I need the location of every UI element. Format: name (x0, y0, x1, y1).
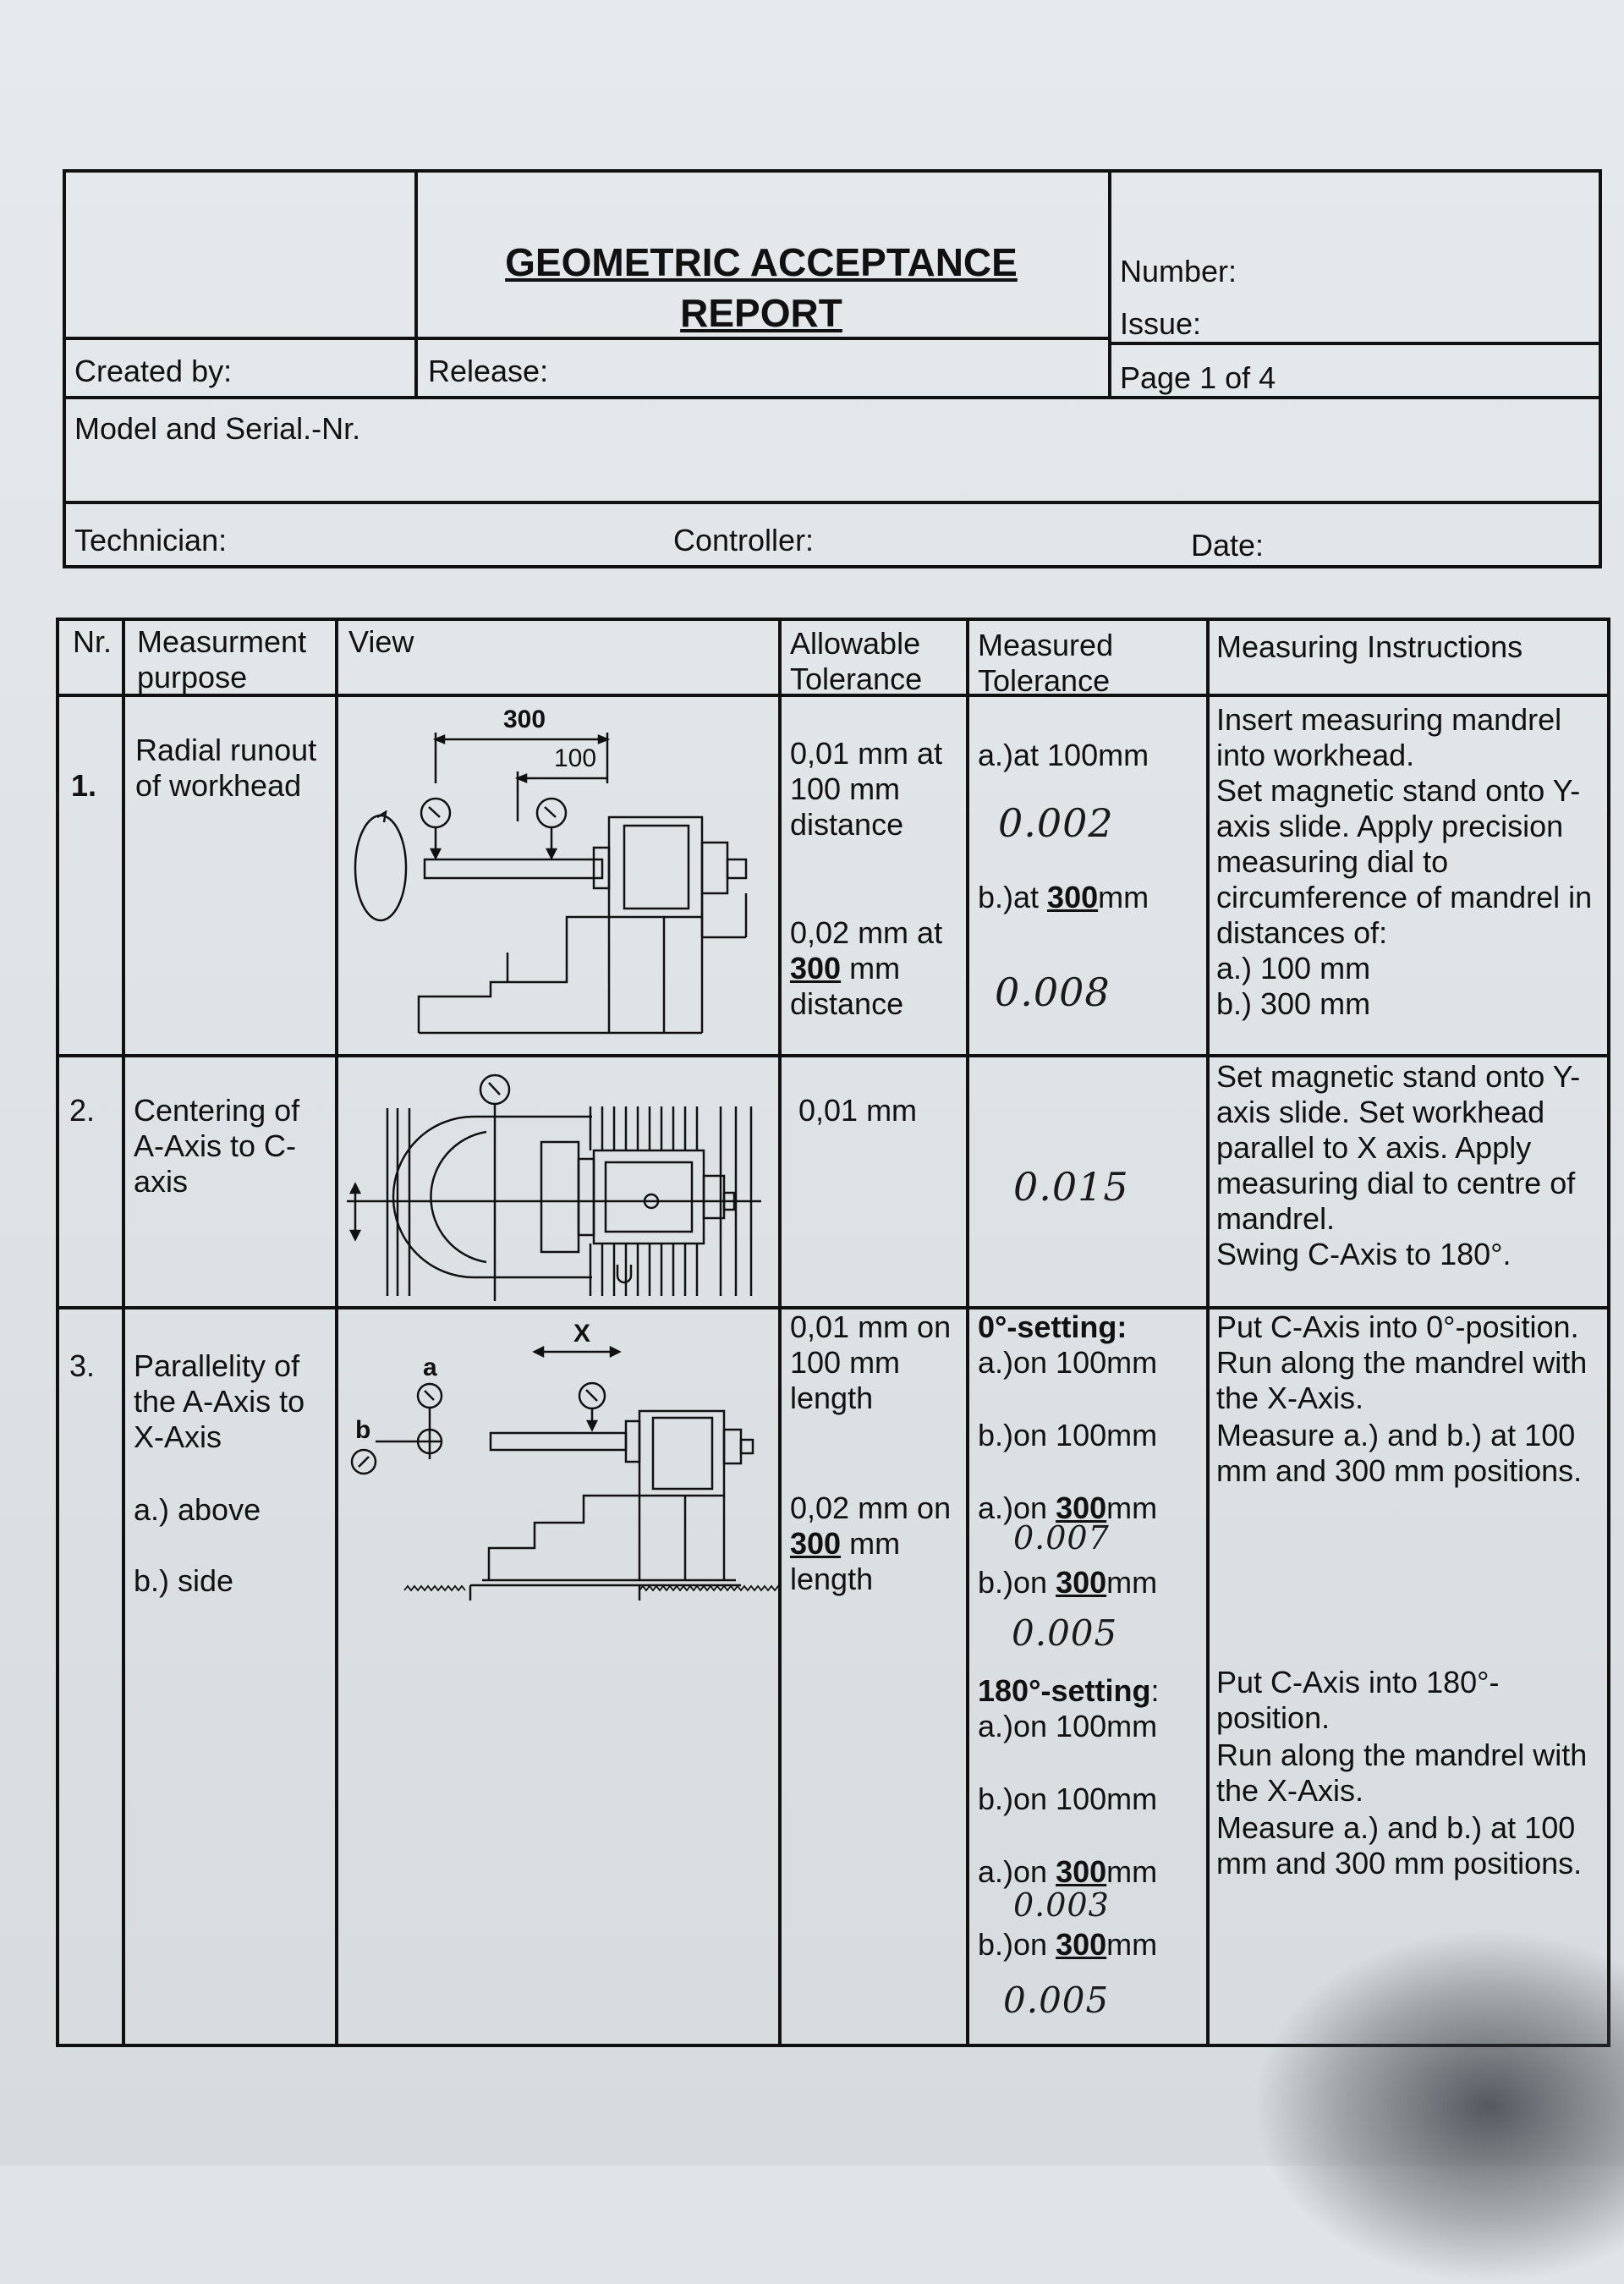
allowable-b-unit: mm (841, 951, 901, 986)
setting-180-heading (978, 1673, 1159, 1709)
instruction-line: Set magnetic stand onto Y- (1216, 773, 1581, 808)
table-col-line (1206, 618, 1210, 2047)
header-divider (1108, 169, 1111, 398)
measured-prefix: b.)on (978, 1565, 1056, 1600)
measured-prefix: a.)on (978, 1854, 1056, 1889)
instruction-line: axis slide. Apply precision (1216, 809, 1564, 843)
instruction-line: a.) 100 mm (1216, 951, 1371, 986)
instruction-line: axis slide. Set workhead (1216, 1095, 1545, 1129)
measured-number: 300 (1056, 1927, 1107, 1962)
page-title: REPORT (680, 291, 842, 335)
centering-drawing (338, 1057, 778, 1309)
allowable-a: length (790, 1381, 874, 1415)
table-col-line (778, 618, 782, 2047)
instruction-line: b.) 300 mm (1216, 986, 1371, 1021)
col-header-measured: Tolerance (978, 663, 1111, 698)
allowable-a: 0,01 mm at (790, 736, 943, 771)
row-purpose: axis (134, 1164, 189, 1199)
measured-a-label: a.)at 100mm (978, 738, 1149, 772)
page-number: Page 1 of 4 (1120, 360, 1276, 395)
instruction-line: Put C-Axis into 180°- (1216, 1665, 1500, 1699)
col-header-purpose: purpose (137, 660, 248, 695)
measured-unit: mm (1106, 1565, 1158, 1600)
measured-label (978, 1927, 1157, 1963)
model-serial-label: Model and Serial.-Nr. (74, 411, 361, 446)
measured-b-unit: mm (1098, 880, 1149, 914)
technician-label: Technician: (74, 523, 228, 557)
allowable-a: 0,01 mm on (790, 1309, 952, 1344)
measured-prefix: b.)on (978, 1927, 1056, 1962)
header-divider (1108, 342, 1602, 345)
col-header-nr: Nr. (73, 624, 112, 659)
measured-b-value: 0.008 (995, 969, 1111, 1015)
allowable-a: distance (790, 807, 904, 842)
measured-unit: mm (1106, 1854, 1158, 1889)
col-header-view: View (348, 624, 414, 659)
col-header-instructions: Measuring Instructions (1216, 629, 1523, 664)
measured-value: 0.015 (1013, 1164, 1129, 1210)
setting-0-heading: 0°-setting: (978, 1309, 1127, 1344)
allowable-b: 0,02 mm on (790, 1491, 952, 1525)
instruction-line: the X-Axis. (1216, 1381, 1364, 1415)
measured-unit: mm (1106, 1491, 1158, 1525)
header-divider (414, 169, 418, 398)
allowable-b-number: 300 (790, 1526, 842, 1561)
measured-prefix: a.)on (978, 1491, 1056, 1525)
row-number: 2. (69, 1093, 96, 1128)
table-col-line (122, 618, 125, 2047)
header-divider (63, 501, 1602, 504)
row-purpose-a: a.) above (134, 1492, 261, 1527)
row-purpose: Radial runout (135, 733, 317, 767)
allowable-a: 100 mm (790, 771, 901, 806)
table-row-line (56, 1054, 1610, 1057)
measured-number: 300 (1056, 1854, 1107, 1889)
col-header-allowable: Allowable (790, 626, 921, 661)
col-header-allowable: Tolerance (790, 662, 923, 696)
instruction-line: parallel to X axis. Apply (1216, 1130, 1532, 1165)
page-title: GEOMETRIC ACCEPTANCE (505, 240, 1018, 284)
instruction-line: Measure a.) and b.) at 100 (1216, 1418, 1576, 1452)
allowable-b (790, 1526, 900, 1562)
allowable-b: distance (790, 986, 904, 1021)
measured-value: 0.007 (1013, 1519, 1110, 1557)
instruction-line: mm and 300 mm positions. (1216, 1453, 1583, 1488)
col-header-measured: Measured (978, 628, 1114, 662)
measured-label: b.)on 100mm (978, 1418, 1158, 1452)
instruction-line: Run along the mandrel with (1216, 1738, 1588, 1772)
row-purpose: A-Axis to C- (134, 1128, 297, 1163)
measured-value: 0.005 (1012, 1612, 1118, 1654)
instruction-line: Put C-Axis into 0°-position. (1216, 1309, 1579, 1344)
instruction-line: Set magnetic stand onto Y- (1216, 1059, 1581, 1094)
allowable-b (790, 951, 900, 986)
row-purpose-b: b.) side (134, 1563, 234, 1598)
instruction-line: the X-Axis. (1216, 1773, 1364, 1808)
measured-label: a.)on 100mm (978, 1345, 1158, 1380)
row-number: 3. (69, 1348, 96, 1383)
measured-label (978, 1854, 1157, 1890)
measured-number: 300 (1056, 1565, 1107, 1600)
instruction-line: mm and 300 mm positions. (1216, 1846, 1583, 1880)
date-label: Date: (1191, 528, 1265, 563)
setting-180-text: 180°-setting (978, 1673, 1151, 1708)
measured-unit: mm (1106, 1927, 1158, 1962)
label-a: a (423, 1353, 437, 1381)
table-col-line (966, 618, 969, 2047)
label-b: b (355, 1416, 371, 1444)
allowable-b-number: 300 (790, 951, 842, 986)
col-header-purpose: Measurment (137, 624, 307, 659)
measured-number: 300 (1056, 1491, 1107, 1525)
measured-value: 0.003 (1013, 1886, 1110, 1924)
row-purpose: X-Axis (134, 1419, 222, 1454)
allowable-b-unit: mm (841, 1526, 901, 1561)
instruction-line: measuring dial to centre of (1216, 1166, 1576, 1200)
measured-label (978, 1565, 1157, 1600)
release-label: Release: (428, 354, 549, 388)
row-purpose: Centering of (134, 1093, 300, 1128)
measured-a-value: 0.002 (998, 800, 1114, 846)
instruction-line: into workhead. (1216, 738, 1415, 772)
number-label: Number: (1120, 254, 1237, 288)
dim-100-label: 100 (554, 744, 597, 772)
measured-b-number: 300 (1047, 880, 1099, 914)
measured-b-prefix: b.)at (978, 880, 1048, 914)
header-frame (63, 169, 1602, 568)
instruction-line: measuring dial to (1216, 844, 1449, 879)
allowable-value: 0,01 mm (798, 1093, 918, 1128)
instruction-line: position. (1216, 1700, 1330, 1735)
row-purpose: Parallelity of (134, 1348, 300, 1383)
instruction-line: Swing C-Axis to 180°. (1216, 1237, 1512, 1271)
instruction-line: Insert measuring mandrel (1216, 702, 1562, 737)
instruction-line: Run along the mandrel with (1216, 1345, 1588, 1380)
dim-300-label: 300 (503, 706, 546, 733)
parallelity-drawing (338, 1311, 778, 1616)
instruction-line: Measure a.) and b.) at 100 (1216, 1810, 1576, 1845)
instruction-line: mandrel. (1216, 1201, 1336, 1236)
measured-value: 0.005 (1003, 1979, 1110, 2021)
measured-label: a.)on 100mm (978, 1709, 1158, 1743)
radial-runout-drawing (338, 699, 778, 1054)
instruction-line: distances of: (1216, 915, 1388, 950)
measured-label: b.)on 100mm (978, 1782, 1158, 1816)
label-x: X (573, 1320, 591, 1348)
row-purpose: of workhead (135, 768, 302, 803)
instruction-line: circumference of mandrel in (1216, 880, 1593, 914)
controller-label: Controller: (673, 523, 815, 557)
measured-b-label (978, 880, 1149, 915)
allowable-a: 100 mm (790, 1345, 901, 1380)
created-by-label: Created by: (74, 354, 233, 388)
allowable-b: length (790, 1562, 874, 1596)
allowable-b: 0,02 mm at (790, 915, 943, 950)
row-number: 1. (71, 768, 97, 803)
issue-label: Issue: (1120, 306, 1202, 341)
header-divider (63, 396, 1602, 399)
row-purpose: the A-Axis to (134, 1384, 305, 1419)
setting-180-colon: : (1150, 1673, 1160, 1708)
